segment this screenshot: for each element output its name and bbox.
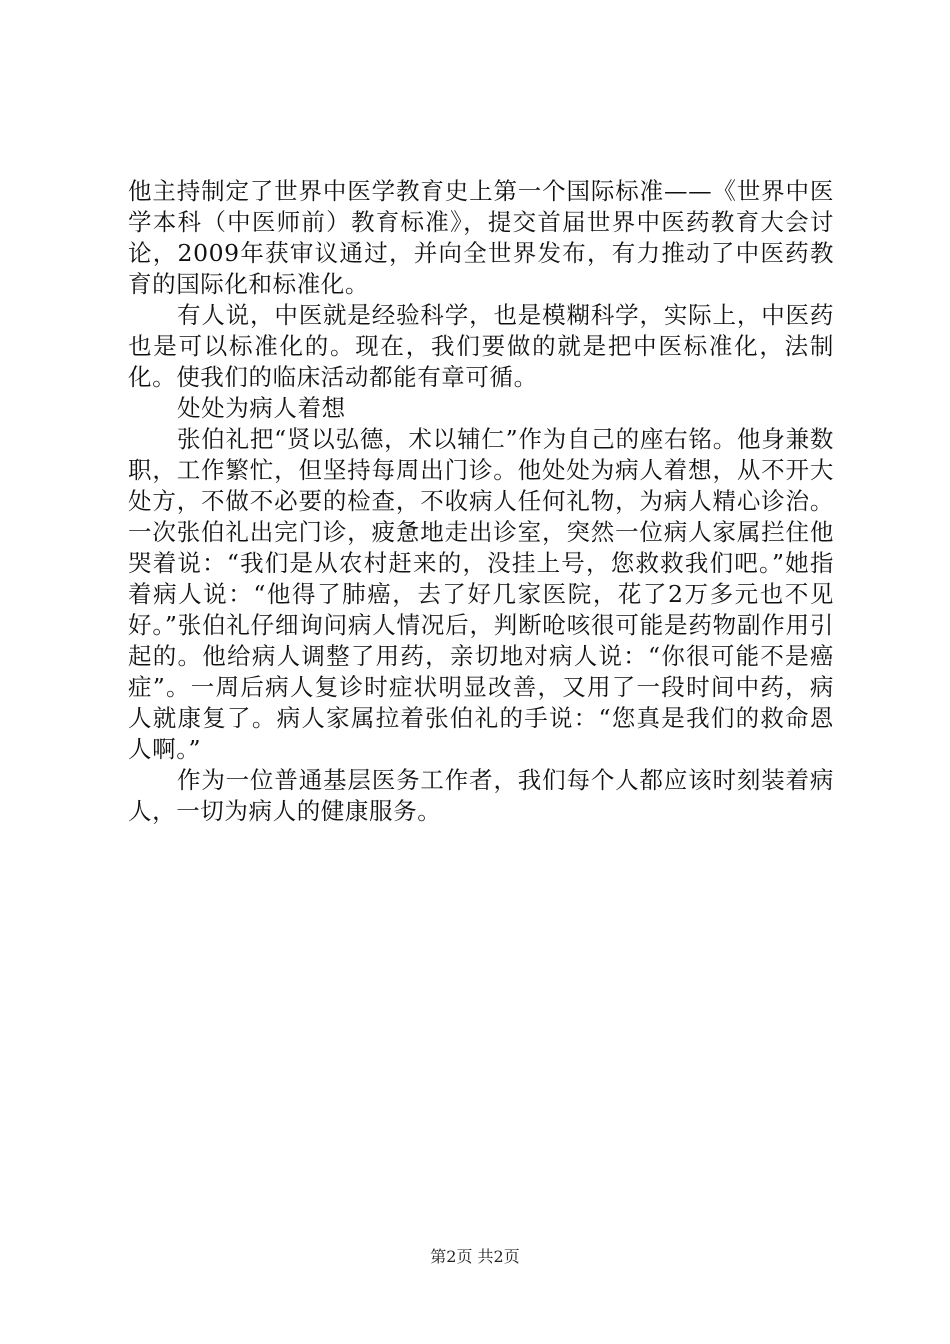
paragraph-standardization: 有人说，中医就是经验科学，也是模糊科学，实际上，中医药也是可以标准化的。现在，我们要做的就是把中医标准化，法制化。使我们的临床活动都能有章可循。	[128, 301, 834, 391]
section-heading: 处处为病人着想	[177, 394, 346, 422]
paragraph-conclusion: 作为一位普通基层医务工作者，我们每个人都应该时刻装着病人，一切为病人的健康服务。	[128, 766, 834, 825]
paragraph-patient-story: 张伯礼把“贤以弘德，术以辅仁”作为自己的座右铭。他身兼数职，工作繁忙，但坚持每周出门诊。他处处为病人着想，从不开大处方，不做不必要的检查，不收病人任何礼物，为病人精心诊治。一次张伯礼出完门诊，疲惫地走出诊室，突然一位病人家属拦住他哭着说：“我们是从农村赶来的，没挂上号，您救救我们吧。”她指着病人说：“他得了肺癌，去了好几家医院，花了2万多元也不见好。”张伯礼仔细询问病人情况后，判断呛咳很可能是药物副作用引起的。他给病人调整了用药，亲切地对病人说：“你很可能不是癌症”。一周后病人复诊时症状明显改善，又用了一段时间中药，病人就康复了。病人家属拉着张伯礼的手说：“您真是我们的救命恩人啊。”	[128, 425, 834, 763]
paragraph-standards: 他主持制定了世界中医学教育史上第一个国际标准——《世界中医学本科（中医师前）教育标准》，提交首届世界中医药教育大会讨论，2009年获审议通过，并向全世界发布，有力推动了中医药教育的国际化和标准化。	[128, 177, 834, 298]
document-body	[128, 176, 834, 827]
page-number-footer: 第2页 共2页	[430, 1247, 520, 1266]
